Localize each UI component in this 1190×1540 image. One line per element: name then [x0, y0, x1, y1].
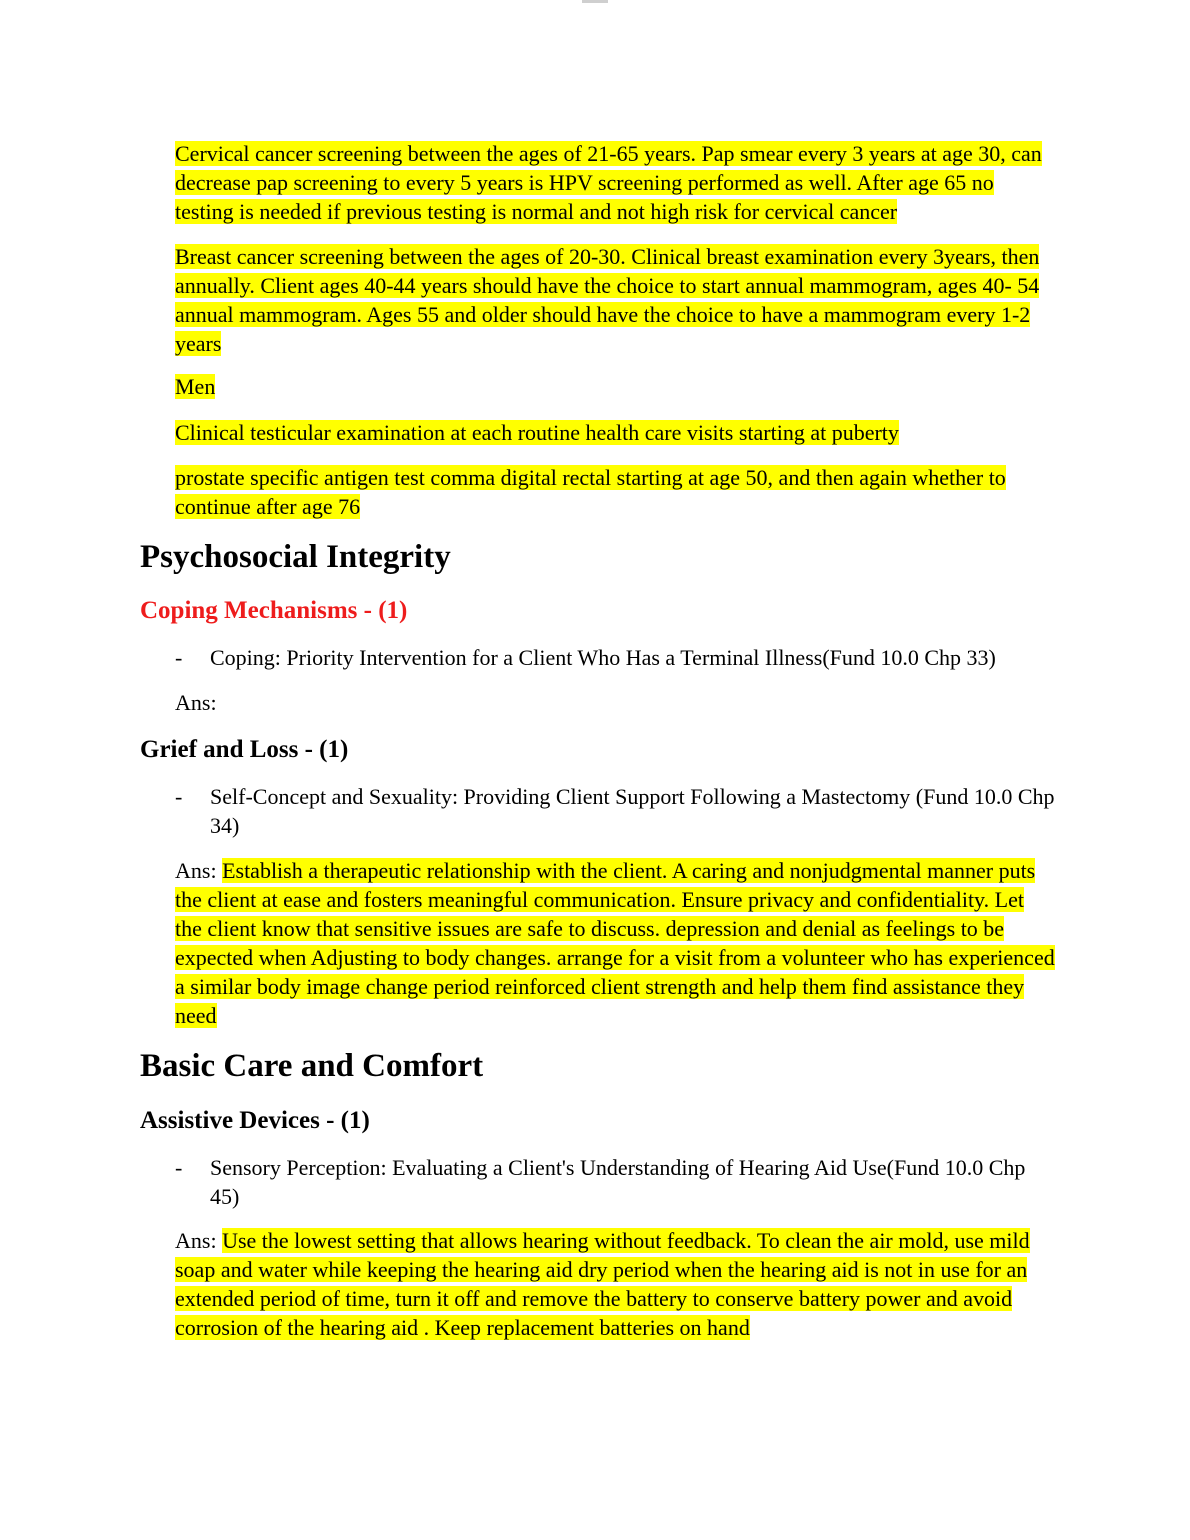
heading-psychosocial-integrity: Psychosocial Integrity: [140, 539, 451, 575]
highlighted-text: Cervical cancer screening between the ages of 21-65 years. Pap smear every 3 years at age 30, can decrease pap screening to every 5 years is HPV screening performed as well. After age 65 no testing is needed if previous testing is normal and not high risk for cervical cancer: [175, 141, 1042, 224]
breast-screening-paragraph: [175, 242, 1055, 358]
assistive-bullet-item: [175, 1153, 1055, 1211]
highlighted-answer: Use the lowest setting that allows hearing without feedback. To clean the air mold, use mild soap and water while keeping the hearing aid dry period when the hearing aid is not in use for an extended period of time, turn it off and remove the battery to conserve battery power and avoid corrosion of the hearing aid . Keep replacement batteries on hand: [175, 1228, 1030, 1340]
heading-grief-and-loss: Grief and Loss - (1): [140, 736, 349, 763]
highlighted-text: Breast cancer screening between the ages of 20-30. Clinical breast examination every 3years, then annually. Client ages 40-44 years should have the choice to start annual mammogram, ages 40- 54 annual mammogram. Ages 55 and older should have the choice to have a mammogram every 1-2 years: [175, 244, 1040, 356]
ans-label: Ans:: [175, 690, 217, 715]
bullet-dash: -: [175, 1155, 183, 1180]
men-label: [175, 372, 1055, 401]
bullet-dash: -: [175, 784, 183, 809]
heading-coping-mechanisms: Coping Mechanisms - (1): [140, 597, 408, 624]
ans-label: Ans:: [175, 858, 217, 883]
bullet-text: Sensory Perception: Evaluating a Client's Understanding of Hearing Aid Use(Fund 10.0 Chp 45): [210, 1155, 1026, 1209]
cervical-screening-paragraph: [175, 139, 1055, 226]
highlighted-answer: Establish a therapeutic relationship with the client. A caring and nonjudgmental manner puts the client at ease and fosters meaningful communication. Ensure privacy and confidentiality. Let the client know that sensitive issues are safe to discuss. depression and denial as feelings to be expected when Adjusting to body changes. arrange for a visit from a volunteer who has experienced a similar body image change period reinforced client strength and help them find assistance they need: [175, 858, 1055, 1028]
header-mark: [582, 0, 608, 3]
grief-answer: [175, 856, 1055, 1030]
heading-basic-care-and-comfort: Basic Care and Comfort: [140, 1048, 484, 1084]
ans-label: Ans:: [175, 1228, 217, 1253]
bullet-text: Self-Concept and Sexuality: Providing Client Support Following a Mastectomy (Fund 10.0 Chp 34): [210, 784, 1055, 838]
coping-answer: [175, 688, 1055, 717]
heading-assistive-devices: Assistive Devices - (1): [140, 1107, 370, 1134]
highlighted-text: prostate specific antigen test comma digital rectal starting at age 50, and then again whether to continue after age 76: [175, 465, 1006, 519]
testicular-exam-paragraph: [175, 418, 1055, 447]
bullet-dash: -: [175, 645, 183, 670]
highlighted-text: Men: [175, 374, 216, 399]
grief-bullet-item: [175, 782, 1055, 840]
highlighted-text: Clinical testicular examination at each routine health care visits starting at puberty: [175, 420, 899, 445]
assistive-answer: [175, 1226, 1055, 1342]
bullet-text: Coping: Priority Intervention for a Client Who Has a Terminal Illness(Fund 10.0 Chp 33): [210, 645, 996, 670]
prostate-screening-paragraph: [175, 463, 1055, 521]
